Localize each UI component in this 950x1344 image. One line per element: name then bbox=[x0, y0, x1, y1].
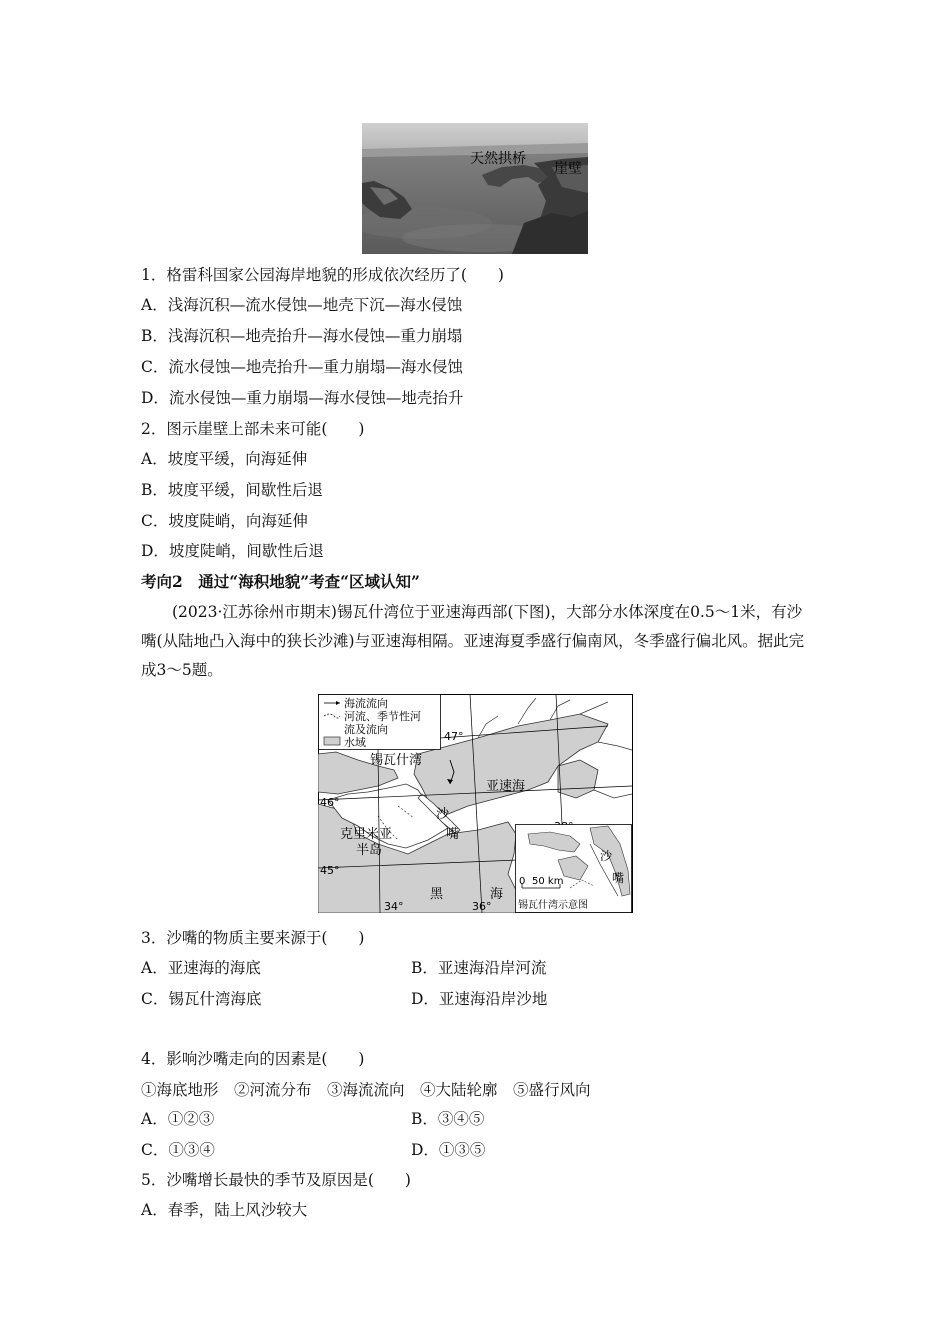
map-label-lat46: 46° bbox=[320, 796, 340, 809]
question-5-stem: 5．沙嘴增长最快的季节及原因是( ) bbox=[141, 1171, 411, 1189]
section-heading: 考向2 通过“海积地貌”考查“区域认知” bbox=[141, 572, 420, 591]
question-2-option-c[interactable]: C．坡度陡峭，向海延伸 bbox=[141, 512, 308, 530]
map-label-zui: 嘴 bbox=[446, 827, 460, 842]
question-4-option-a[interactable]: A．①②③ bbox=[141, 1110, 215, 1128]
inset-label-sha: 沙 bbox=[600, 849, 613, 863]
question-3-option-b[interactable]: B．亚速海沿岸河流 bbox=[411, 959, 547, 977]
question-1-option-c[interactable]: C．流水侵蚀—地壳抬升—重力崩塌—海水侵蚀 bbox=[141, 358, 463, 376]
inset-label-zui: 嘴 bbox=[612, 871, 625, 885]
question-4-option-b[interactable]: B．③④⑤ bbox=[411, 1110, 485, 1128]
map-label-lon34: 34° bbox=[384, 900, 404, 913]
question-2-option-a[interactable]: A．坡度平缓，向海延伸 bbox=[141, 450, 308, 468]
sivash-bay-map bbox=[318, 694, 633, 913]
question-4-option-c[interactable]: C．①③④ bbox=[141, 1141, 215, 1159]
map-label-sea: 亚速海 bbox=[486, 779, 526, 794]
legend-river-2: 流及流向 bbox=[344, 723, 388, 736]
question-4-factors: ①海底地形 ②河流分布 ③海流流向 ④大陆轮廓 ⑤盛行风向 bbox=[141, 1081, 591, 1099]
question-3-option-d[interactable]: D．亚速海沿岸沙地 bbox=[411, 990, 548, 1008]
question-1-option-b[interactable]: B．浅海沉积—地壳抬升—海水侵蚀—重力崩塌 bbox=[141, 327, 463, 345]
question-4-stem: 4．影响沙嘴走向的因素是( ) bbox=[141, 1050, 365, 1068]
intro-paragraph: (2023·江苏徐州市期末)锡瓦什湾位于亚速海西部(下图)，大部分水体深度在0.5～1米，有沙嘴(从陆地凸入海中的狭长沙滩)与亚速海相隔。亚速海夏季盛行偏南风，冬季盛行偏北风。据此完成3～5题。 bbox=[141, 603, 805, 679]
question-1-option-d[interactable]: D．流水侵蚀—重力崩塌—海水侵蚀—地壳抬升 bbox=[141, 389, 464, 407]
photo-label-cliff: 崖壁 bbox=[554, 161, 582, 177]
question-2-option-d[interactable]: D．坡度陡峭，间歇性后退 bbox=[141, 542, 324, 560]
map-label-hai: 海 bbox=[490, 887, 504, 902]
map-label-lat45: 45° bbox=[320, 864, 340, 877]
question-1-stem: 1．格雷科国家公园海岸地貌的形成依次经历了( ) bbox=[141, 266, 504, 284]
map-label-bay: 锡瓦什湾 bbox=[370, 753, 423, 768]
map-label-sha: 沙 bbox=[436, 807, 450, 822]
photo-label-arch: 天然拱桥 bbox=[470, 151, 526, 167]
question-4-option-d[interactable]: D．①③⑤ bbox=[411, 1141, 486, 1159]
legend-river-1: 河流、季节性河 bbox=[344, 710, 421, 723]
map-label-hei: 黑 bbox=[430, 887, 444, 902]
question-2-option-b[interactable]: B．坡度平缓，间歇性后退 bbox=[141, 481, 323, 499]
question-3-option-a[interactable]: A．亚速海的海底 bbox=[141, 959, 261, 977]
question-5-option-a[interactable]: A．春季，陆上风沙较大 bbox=[141, 1201, 308, 1219]
map-label-crimea-1: 克里米亚 bbox=[340, 827, 393, 842]
inset-title: 锡瓦什湾示意图 bbox=[518, 900, 588, 911]
question-2-stem: 2．图示崖壁上部未来可能( ) bbox=[141, 420, 365, 438]
legend-water: 水域 bbox=[344, 736, 366, 749]
inset-scale-zero: 0 bbox=[519, 876, 526, 887]
question-3-stem: 3．沙嘴的物质主要来源于( ) bbox=[141, 929, 365, 947]
map-label-lon36: 36° bbox=[472, 900, 492, 913]
question-1-option-a[interactable]: A．浅海沉积—流水侵蚀—地壳下沉—海水侵蚀 bbox=[141, 296, 463, 314]
question-3-option-c[interactable]: C．锡瓦什湾海底 bbox=[141, 990, 262, 1008]
inset-scale-label: 50 km bbox=[532, 876, 564, 887]
coastal-arch-photo bbox=[362, 123, 588, 254]
map-label-lat47: 47° bbox=[444, 730, 464, 743]
map-label-crimea-2: 半岛 bbox=[356, 843, 383, 858]
legend-current: 海流流向 bbox=[344, 697, 388, 710]
